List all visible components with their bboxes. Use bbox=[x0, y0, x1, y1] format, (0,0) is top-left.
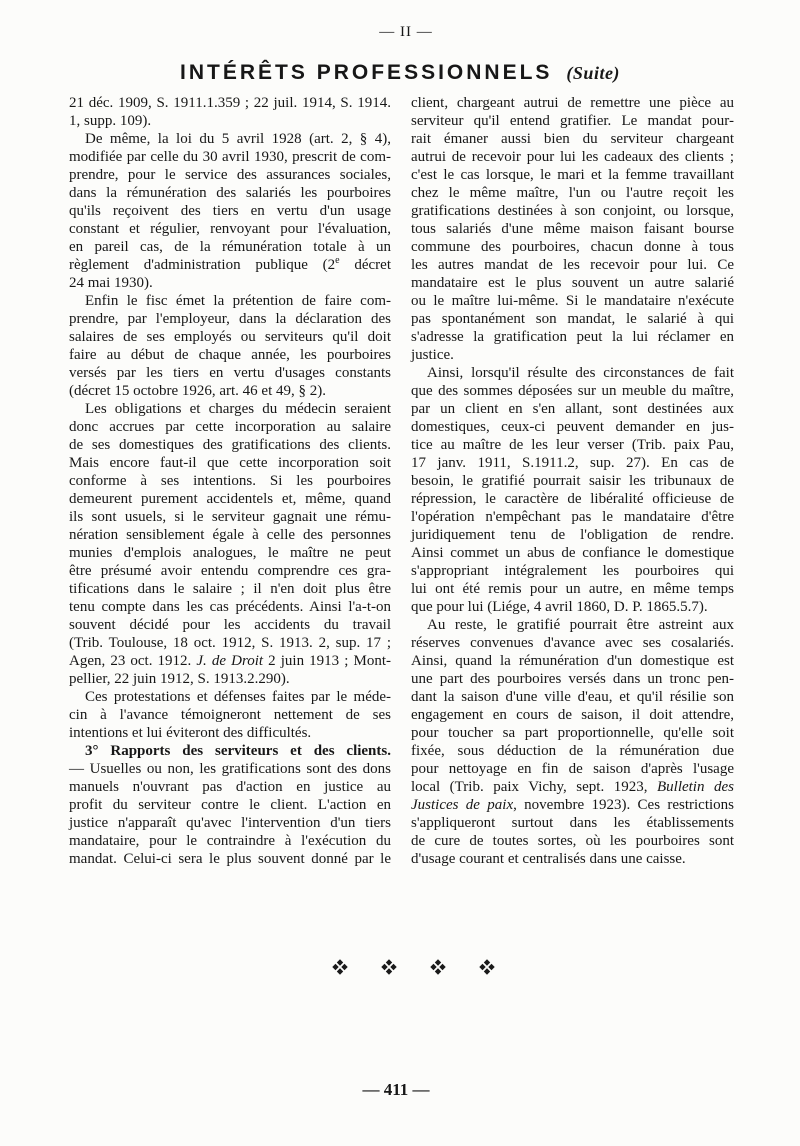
text-line: prendre, par l'employeur, dans la déclaration des bbox=[69, 311, 391, 327]
text-line: cin à l'avance témoigneront nettement de ses bbox=[69, 707, 391, 723]
text-line: mandataire, pour le contraindre à l'exécution du bbox=[69, 833, 391, 849]
text-line: Mais encore faut-il que cette incorporation soit bbox=[69, 455, 391, 471]
text-line: ou le maître lui-même. Si le mandataire n'exécute bbox=[411, 293, 734, 309]
italic-run: Justices de paix bbox=[411, 797, 514, 813]
page-title bbox=[0, 55, 800, 86]
text-line: manuels n'ouvrant pas d'action en justice au bbox=[69, 779, 391, 795]
fleuron-icon bbox=[479, 959, 495, 975]
text-line: donc accrues par cette incorporation au salaire bbox=[69, 419, 391, 435]
text-line: 24 mai 1930). bbox=[69, 275, 153, 291]
text-line: serviteur qu'il entend gratifier. Le mandat pour- bbox=[411, 113, 734, 129]
italic-run: Bulletin des bbox=[656, 779, 734, 795]
text-line: dans la rémunération des salariés les pourboires bbox=[69, 185, 391, 201]
running-head: — II — bbox=[379, 24, 433, 40]
text-run: local (Trib. paix Vichy, sept. 1923, bbox=[411, 779, 657, 795]
text-line: pour nettoyage en fin de saison d'après l'usage bbox=[411, 761, 734, 777]
bold-run: 3° Rapports des serviteurs et des clients. bbox=[85, 743, 391, 759]
text-line bbox=[69, 256, 391, 274]
text-line: domestiques, ceux-ci peuvent demander en jus- bbox=[411, 419, 734, 435]
text-line: Les obligations et charges du médecin seraient bbox=[85, 401, 391, 417]
title-suffix: (Suite) bbox=[566, 63, 620, 83]
text-line: dant la saison d'une ville d'eau, et qu'il résilie son bbox=[411, 689, 734, 705]
text-line: être présumé avoir entendu comprendre ces gra- bbox=[69, 563, 391, 579]
paragraph bbox=[411, 364, 734, 616]
page-number: — 411 — bbox=[362, 1080, 430, 1099]
text-line: justice n'apparaît qu'avec l'intervention d'un tiers bbox=[69, 815, 391, 831]
text-line: Au reste, le gratifié pourrait être astreint aux bbox=[427, 617, 734, 633]
text-run: 2 juin 1913 ; Mont- bbox=[263, 653, 391, 669]
text-line: tifications dans le salaire ; il n'en doit plus être bbox=[69, 581, 391, 597]
paragraph bbox=[69, 742, 391, 868]
text-line bbox=[69, 742, 391, 760]
text-line: en pareil cas, de la rémunération totale à un bbox=[69, 239, 391, 255]
text-line: intentions et lui éviteront des difficultés. bbox=[69, 725, 312, 741]
text-line: c'est le cas lorsque, le mari et la femme travaillant bbox=[411, 167, 734, 183]
text-line: besoin, le gratifié pourrait saisir les tribunaux de bbox=[411, 473, 734, 489]
text-line: ils sont usuels, si le serviteur gagnait une rému- bbox=[69, 509, 391, 525]
text-line: s'appliqueront surtout dans les établissements bbox=[411, 815, 734, 831]
text-line bbox=[411, 778, 734, 796]
text-line: chez le même maître, l'un ou l'autre reçoit les bbox=[411, 185, 734, 201]
text-line: versés par les tiers en vertu d'usages constants bbox=[69, 365, 391, 381]
text-line: s'appropriant intégralement les pourboires qui bbox=[411, 563, 734, 579]
text-run: , novembre 1923). Ces restrictions bbox=[513, 797, 735, 813]
text-line: par un client en s'en allant, sont destinées aux bbox=[411, 401, 734, 417]
text-line: de ses domestiques des gratifications des clients. bbox=[69, 437, 391, 453]
paragraph bbox=[69, 688, 391, 742]
paragraph bbox=[69, 292, 391, 400]
text-line: juridiquement tenu de l'obligation de rendre. bbox=[411, 527, 734, 543]
text-line: justice. bbox=[411, 347, 454, 363]
text-line bbox=[411, 796, 734, 814]
text-line: autrui de recevoir pour lui les cadeaux des clients ; bbox=[411, 149, 734, 165]
paragraph bbox=[69, 400, 391, 688]
text-line: commune des pourboires, chacun donne à tous bbox=[411, 239, 734, 255]
text-line: l'opération n'empêchant pas le mandataire d'être bbox=[411, 509, 734, 525]
text-line: s'adresse la gratification peut la lui réclamer en bbox=[411, 329, 734, 345]
text-line: faire au début de chaque année, les pourboires bbox=[69, 347, 391, 363]
text-line: demeurent purement accidentels et, même, quand bbox=[69, 491, 391, 507]
text-line: rait émaner aussi bien du serviteur chargeant bbox=[411, 131, 734, 147]
text-line: de cure de toutes sortes, où les pourboires sont bbox=[411, 833, 734, 849]
text-line: profit du serviteur contre le client. L'action en bbox=[69, 797, 391, 813]
text-line: tous salariés d'une même maison faisant bourse bbox=[411, 221, 734, 237]
text-line: tenu compte dans les cas précédents. Ainsi l'a-t-on bbox=[69, 599, 391, 615]
text-line: souvent décidé pour les accidents du travail bbox=[69, 617, 391, 633]
right-column bbox=[411, 94, 734, 868]
text-line: 1, supp. 109). bbox=[69, 113, 152, 129]
text-line: gratifications destinées à son conjoint, ou lorsque, bbox=[411, 203, 734, 219]
text-line bbox=[69, 652, 391, 670]
text-line: répression, le caractère de libéralité officieuse de bbox=[411, 491, 734, 507]
text-line: Enfin le fisc émet la prétention de faire com- bbox=[85, 293, 391, 309]
text-line: constant et régulier, renvoyant pour l'évaluation, bbox=[69, 221, 391, 237]
paragraph bbox=[69, 94, 391, 130]
italic-run: J. de Droit bbox=[196, 653, 264, 669]
fleuron-icon bbox=[381, 959, 397, 975]
text-line: pas spontanément son mandat, le salarié à qui bbox=[411, 311, 734, 327]
fleuron-icon bbox=[430, 959, 446, 975]
text-line: engagement en cours de saison, il doit attendre, bbox=[411, 707, 734, 723]
paragraph bbox=[411, 616, 734, 868]
text-line: conforme à ses intentions. Si les pourboires bbox=[69, 473, 391, 489]
text-run: Agen, 23 oct. 1912. bbox=[69, 653, 197, 669]
text-line: mandataire est le plus souvent un autre salarié bbox=[411, 275, 734, 291]
text-line: pour toucher sa part proportionnelle, qu'elle soit bbox=[411, 725, 734, 741]
text-line: que des sommes déposées sur un meuble du maître, bbox=[411, 383, 734, 399]
text-line: prendre, pour le service des assurances sociales, bbox=[69, 167, 391, 183]
text-line: une part des pourboires versés dans un tronc pen- bbox=[411, 671, 734, 687]
text-line: d'usage courant et centralisés dans une caisse. bbox=[411, 851, 686, 867]
ornament-row bbox=[332, 959, 495, 975]
text-line: mandat. Celui-ci sera le plus souvent donné par le bbox=[69, 851, 391, 867]
text-line: pellier, 22 juin 1912, S. 1913.2.290). bbox=[69, 671, 290, 687]
fleuron-icon bbox=[332, 959, 348, 975]
text-line: fixée, sous déduction de la rémunération due bbox=[411, 743, 734, 759]
text-line: munies d'emplois analogues, le maître ne peut bbox=[69, 545, 391, 561]
text-line: salaires de ses employés ou serviteurs qu'il doit bbox=[69, 329, 391, 345]
text-line: 17 janv. 1911, S.1911.2, sup. 27). En cas de bbox=[411, 455, 734, 471]
left-column bbox=[69, 94, 391, 868]
text-line: que pour lui (Liége, 4 avril 1860, D. P. 1865.5.7). bbox=[411, 599, 708, 615]
text-line: client, chargeant autrui de remettre une pièce au bbox=[411, 95, 734, 111]
text-line: (décret 15 octobre 1926, art. 46 et 49, § 2). bbox=[69, 383, 326, 399]
title-main: INTÉRÊTS PROFESSIONNELS bbox=[180, 61, 553, 84]
text-line: Ces protestations et défenses faites par le méde- bbox=[85, 689, 391, 705]
text-line: 21 déc. 1909, S. 1911.1.359 ; 22 juil. 1914, S. 1914. bbox=[69, 95, 391, 111]
text-line: Ainsi commet un abus de confiance le domestique bbox=[411, 545, 734, 561]
text-line: Ainsi, lorsqu'il résulte des circonstances de fait bbox=[427, 365, 734, 381]
superscript: e bbox=[335, 255, 340, 266]
text-line: réserves convenues d'avance avec ses cosalariés. bbox=[411, 635, 734, 651]
text-line: lui ont été remis pour un autre, en même temps bbox=[411, 581, 734, 597]
text-line: tice au maître de les leur verser (Trib. paix Pau, bbox=[411, 437, 734, 453]
text-line: Ainsi, quand la rémunération d'un domestique est bbox=[411, 653, 734, 669]
text-line: (Trib. Toulouse, 18 oct. 1912, S. 1913. 2, sup. 17 ; bbox=[69, 635, 391, 651]
text-line: modifiée par celle du 30 avril 1930, prescrit de com- bbox=[69, 149, 391, 165]
text-line: nération sensiblement égale à celle des personnes bbox=[69, 527, 391, 543]
paragraph bbox=[69, 130, 391, 292]
paragraph bbox=[411, 94, 734, 364]
text-run: décret bbox=[339, 257, 391, 273]
text-line: De même, la loi du 5 avril 1928 (art. 2, § 4), bbox=[85, 131, 391, 147]
text-run: règlement d'administration publique (2 bbox=[69, 257, 336, 273]
text-line: — Usuelles ou non, les gratifications sont des dons bbox=[69, 761, 391, 777]
text-line: les autres mandat de les recevoir pour lui. Ce bbox=[411, 257, 734, 273]
text-line: qu'ils reçoivent des tiers en vertu d'un usage bbox=[69, 203, 391, 219]
